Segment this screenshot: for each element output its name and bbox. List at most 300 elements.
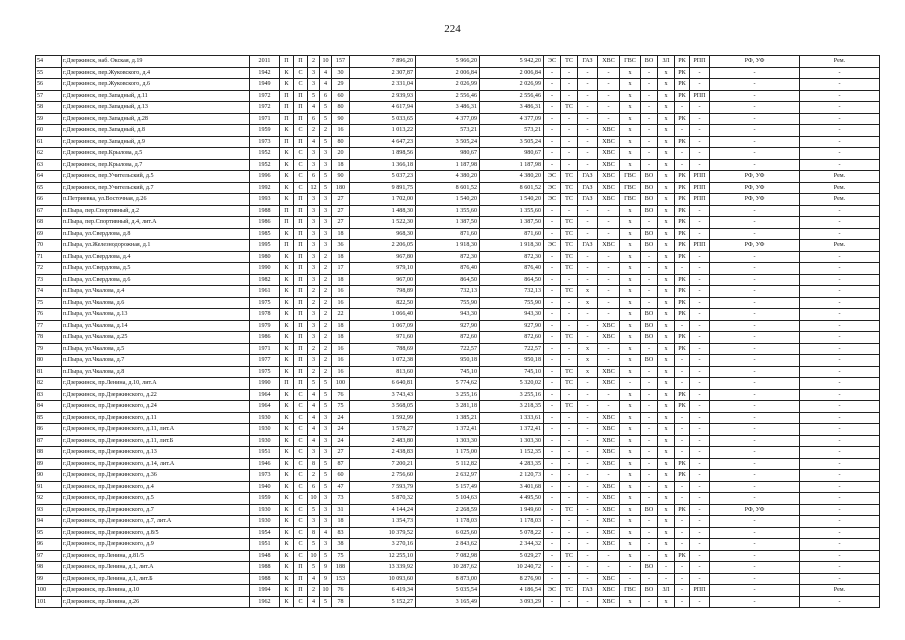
table-cell: 5 — [308, 539, 320, 551]
table-cell: - — [710, 435, 800, 447]
table-cell: Рем. — [800, 182, 880, 194]
table-cell: 2 — [320, 297, 332, 309]
table-cell: 5 — [320, 171, 332, 183]
table-cell: 2 344,32 — [480, 539, 544, 551]
table-cell: - — [641, 493, 658, 505]
table-cell: РК — [675, 343, 690, 355]
table-row — [36, 378, 880, 390]
table-cell: 876,40 — [416, 263, 480, 275]
table-cell: РК — [675, 56, 690, 68]
table-cell: - — [578, 527, 598, 539]
table-cell: 1972 — [250, 102, 280, 114]
table-cell: 871,60 — [480, 228, 544, 240]
table-cell: 1 540,20 — [480, 194, 544, 206]
table-cell: ГАЗ — [578, 240, 598, 252]
table-cell: - — [690, 309, 710, 321]
table-cell: П — [294, 585, 308, 597]
table-row — [36, 481, 880, 493]
table-cell: РК — [675, 458, 690, 470]
table-cell: - — [690, 263, 710, 275]
table-cell: ВО — [641, 182, 658, 194]
table-cell: г.Дзержинск, пр.Дзержинского, д.24 — [62, 401, 250, 413]
table-cell: 2 — [320, 320, 332, 332]
table-cell: 98 — [36, 562, 62, 574]
table-cell: 1964 — [250, 401, 280, 413]
table-cell: 27 — [332, 217, 350, 229]
table-cell: - — [800, 516, 880, 528]
table-cell: - — [800, 79, 880, 91]
table-cell: 2 — [320, 343, 332, 355]
table-cell: - — [641, 412, 658, 424]
table-cell: х — [620, 263, 641, 275]
table-cell: - — [598, 263, 620, 275]
table-cell: 99 — [36, 573, 62, 585]
table-cell: 88 — [36, 447, 62, 459]
table-cell: 2011 — [250, 56, 280, 68]
table-cell: - — [710, 424, 800, 436]
table-cell: 3 568,05 — [350, 401, 416, 413]
table-cell: 67 — [36, 205, 62, 217]
table-cell: ЗЛ — [658, 56, 675, 68]
table-cell: ВО — [641, 355, 658, 367]
table-cell: - — [561, 159, 578, 171]
table-cell: 8 873,00 — [416, 573, 480, 585]
table-cell: 3 — [320, 539, 332, 551]
table-cell: - — [690, 562, 710, 574]
table-cell: П — [294, 366, 308, 378]
table-cell: - — [561, 148, 578, 160]
table-cell: 60 — [332, 470, 350, 482]
table-cell: 16 — [332, 366, 350, 378]
table-cell: х — [658, 217, 675, 229]
table-cell: 5 — [320, 102, 332, 114]
table-cell: ВО — [641, 240, 658, 252]
table-cell: 5 — [320, 182, 332, 194]
table-cell: ВО — [641, 504, 658, 516]
table-cell: ХВС — [598, 573, 620, 585]
table-cell: 6 640,81 — [350, 378, 416, 390]
table-cell: - — [690, 527, 710, 539]
table-cell: ЭС — [544, 56, 561, 68]
table-cell: РК — [675, 90, 690, 102]
table-cell: - — [710, 458, 800, 470]
table-row — [36, 182, 880, 194]
table-cell: - — [561, 435, 578, 447]
table-cell: ТС — [561, 240, 578, 252]
table-cell: 100 — [36, 585, 62, 597]
table-cell: ТС — [561, 228, 578, 240]
table-cell: ХВС — [598, 171, 620, 183]
table-cell: ХВС — [598, 424, 620, 436]
table-cell: г.Дзержинск, пер.Учительский, д.7 — [62, 182, 250, 194]
table-cell: 979,10 — [350, 263, 416, 275]
table-cell: 4 617,94 — [350, 102, 416, 114]
table-cell: - — [544, 412, 561, 424]
table-cell: 1961 — [250, 286, 280, 298]
table-cell: ТС — [561, 263, 578, 275]
table-cell: 1988 — [250, 573, 280, 585]
table-cell: 968,30 — [350, 228, 416, 240]
table-cell: - — [690, 136, 710, 148]
table-cell: - — [675, 435, 690, 447]
table-cell: 3 — [308, 309, 320, 321]
table-row — [36, 125, 880, 137]
table-cell: 813,60 — [350, 366, 416, 378]
table-cell: ВО — [641, 309, 658, 321]
table-cell: - — [544, 125, 561, 137]
table-cell: 1977 — [250, 355, 280, 367]
table-cell: 101 — [36, 596, 62, 608]
table-cell: 95 — [36, 527, 62, 539]
table-cell: - — [710, 378, 800, 390]
table-cell: 5 — [320, 458, 332, 470]
table-cell: 1973 — [250, 470, 280, 482]
table-cell: - — [544, 136, 561, 148]
table-cell: 2 556,46 — [480, 90, 544, 102]
table-cell: 2 632,97 — [416, 470, 480, 482]
table-cell: г.Дзержинск, пер.Крылова, д.5 — [62, 148, 250, 160]
table-cell: х — [620, 90, 641, 102]
table-cell: 3 401,68 — [480, 481, 544, 493]
table-cell: 3 — [308, 79, 320, 91]
table-cell: х — [620, 286, 641, 298]
table-cell: - — [710, 401, 800, 413]
table-cell: К — [280, 320, 294, 332]
table-cell: г.Дзержинск, пр.Ленина, д.81/5 — [62, 550, 250, 562]
table-cell: - — [800, 217, 880, 229]
table-cell: ВО — [641, 562, 658, 574]
table-cell: - — [578, 205, 598, 217]
table-cell: 91 — [36, 481, 62, 493]
table-cell: 3 281,18 — [416, 401, 480, 413]
table-cell: 188 — [332, 562, 350, 574]
table-cell: х — [658, 251, 675, 263]
table-cell: х — [658, 355, 675, 367]
table-cell: ТС — [561, 194, 578, 206]
table-cell: - — [641, 539, 658, 551]
table-row — [36, 596, 880, 608]
table-cell: 1992 — [250, 182, 280, 194]
table-cell: х — [658, 481, 675, 493]
table-cell: С — [294, 79, 308, 91]
table-cell: - — [800, 447, 880, 459]
table-cell: - — [641, 102, 658, 114]
table-cell: - — [561, 389, 578, 401]
table-cell: К — [280, 343, 294, 355]
table-cell: - — [675, 596, 690, 608]
table-cell: п.Пыра, ул.Свердлова, д.8 — [62, 228, 250, 240]
table-cell: - — [544, 79, 561, 91]
table-cell: - — [561, 113, 578, 125]
table-cell: К — [280, 504, 294, 516]
table-cell: - — [710, 205, 800, 217]
table-cell: - — [800, 458, 880, 470]
table-cell: х — [658, 320, 675, 332]
table-cell: П — [294, 378, 308, 390]
table-cell: 4 — [308, 596, 320, 608]
table-cell: - — [641, 148, 658, 160]
table-cell: - — [690, 596, 710, 608]
table-cell: 1975 — [250, 366, 280, 378]
table-cell: г.Дзержинск, пр.Дзержинского, д.14, лит.А — [62, 458, 250, 470]
table-cell: х — [620, 251, 641, 263]
table-cell: х — [620, 401, 641, 413]
table-cell: - — [641, 516, 658, 528]
table-cell: 3 — [308, 159, 320, 171]
table-cell: - — [641, 159, 658, 171]
table-cell: х — [658, 435, 675, 447]
table-cell: 8 601,52 — [416, 182, 480, 194]
table-cell: - — [544, 286, 561, 298]
table-cell: С — [294, 401, 308, 413]
table-cell: - — [578, 159, 598, 171]
table-cell: - — [710, 366, 800, 378]
table-cell: - — [690, 205, 710, 217]
table-cell: ХВС — [598, 159, 620, 171]
table-cell: г.Дзержинск, пр.Дзержинского, д.36 — [62, 470, 250, 482]
table-cell: - — [544, 435, 561, 447]
table-cell: 2 206,05 — [350, 240, 416, 252]
table-cell: ВО — [641, 205, 658, 217]
table-cell: 1985 — [250, 228, 280, 240]
table-cell: х — [620, 516, 641, 528]
table-cell: П — [294, 343, 308, 355]
table-cell: - — [658, 562, 675, 574]
table-cell: - — [578, 332, 598, 344]
table-cell: 5 033,65 — [350, 113, 416, 125]
table-cell: 1 355,60 — [416, 205, 480, 217]
table-cell: К — [280, 309, 294, 321]
table-cell: х — [620, 343, 641, 355]
table-cell: - — [578, 401, 598, 413]
table-cell: 2 — [320, 125, 332, 137]
table-row — [36, 309, 880, 321]
table-cell: 4 — [308, 102, 320, 114]
table-cell: х — [578, 297, 598, 309]
table-cell: 2 006,84 — [480, 67, 544, 79]
table-row — [36, 320, 880, 332]
table-cell: - — [544, 573, 561, 585]
table-cell: - — [598, 113, 620, 125]
table-cell: П — [280, 217, 294, 229]
table-cell: П — [294, 90, 308, 102]
table-row — [36, 516, 880, 528]
table-cell: 1 385,21 — [416, 412, 480, 424]
table-cell: - — [598, 67, 620, 79]
table-cell: РК — [675, 274, 690, 286]
table-cell: К — [280, 516, 294, 528]
table-cell: - — [800, 550, 880, 562]
table-cell: ГВС — [620, 56, 641, 68]
table-cell: ВО — [641, 171, 658, 183]
table-cell: х — [658, 102, 675, 114]
table-cell: г.Дзержинск, пер.Крылова, д.7 — [62, 159, 250, 171]
table-cell: - — [800, 159, 880, 171]
table-cell: 54 — [36, 56, 62, 68]
table-cell: 943,30 — [480, 309, 544, 321]
table-row — [36, 343, 880, 355]
table-cell: 3 255,16 — [416, 389, 480, 401]
table-cell: 22 — [332, 309, 350, 321]
table-cell: - — [544, 550, 561, 562]
table-cell: 55 — [36, 67, 62, 79]
table-cell: х — [620, 320, 641, 332]
table-cell: - — [800, 378, 880, 390]
table-cell: 1 918,30 — [416, 240, 480, 252]
table-row — [36, 573, 880, 585]
table-cell: РФ, УФ — [710, 504, 800, 516]
table-cell: 97 — [36, 550, 62, 562]
table-cell: х — [658, 470, 675, 482]
table-cell: 6 025,60 — [416, 527, 480, 539]
table-cell: 2 331,04 — [350, 79, 416, 91]
table-cell: - — [598, 217, 620, 229]
table-cell: - — [641, 573, 658, 585]
table-cell: - — [800, 102, 880, 114]
table-cell: 1 178,03 — [416, 516, 480, 528]
table-cell: 1980 — [250, 251, 280, 263]
table-cell: 1990 — [250, 378, 280, 390]
table-cell: 4 — [320, 67, 332, 79]
table-cell: 1930 — [250, 504, 280, 516]
table-cell: 17 — [332, 263, 350, 275]
table-cell: 3 — [308, 251, 320, 263]
table-cell: х — [620, 504, 641, 516]
table-cell: - — [641, 401, 658, 413]
table-cell: г.Дзержинск, пр.Дзержинского, д.9 — [62, 539, 250, 551]
table-cell: К — [280, 125, 294, 137]
table-cell: 18 — [332, 516, 350, 528]
table-cell: П — [294, 355, 308, 367]
table-cell: С — [294, 516, 308, 528]
table-cell: х — [658, 493, 675, 505]
table-cell: 59 — [36, 113, 62, 125]
table-cell: г.Дзержинск, пр.Ленина, д.1, лит.А — [62, 562, 250, 574]
table-cell: 3 505,24 — [480, 136, 544, 148]
table-cell: 1 303,30 — [416, 435, 480, 447]
table-cell: 60 — [332, 90, 350, 102]
table-cell: - — [710, 343, 800, 355]
table-cell: 5 112,82 — [416, 458, 480, 470]
table-cell: 3 — [320, 148, 332, 160]
table-cell: 755,90 — [480, 297, 544, 309]
table-cell: 2 — [308, 343, 320, 355]
table-cell: - — [690, 378, 710, 390]
table-cell: РПП — [690, 240, 710, 252]
table-cell: х — [620, 297, 641, 309]
table-cell: - — [800, 332, 880, 344]
table-cell: ГВС — [620, 182, 641, 194]
table-cell: 5 320,02 — [480, 378, 544, 390]
table-cell: 3 — [308, 240, 320, 252]
table-cell: ХВС — [598, 516, 620, 528]
table-cell: ТС — [561, 286, 578, 298]
table-cell: РК — [675, 194, 690, 206]
table-cell: 71 — [36, 251, 62, 263]
table-cell: - — [800, 263, 880, 275]
table-cell: РК — [675, 309, 690, 321]
table-cell: г.Дзержинск, пр.Ленина, д.1, лит.Б — [62, 573, 250, 585]
table-cell: г.Дзержинск, наб. Окская, д.19 — [62, 56, 250, 68]
table-cell: ГАЗ — [578, 182, 598, 194]
table-cell: - — [641, 67, 658, 79]
table-cell: - — [544, 274, 561, 286]
table-row — [36, 435, 880, 447]
table-cell: - — [641, 274, 658, 286]
table-cell: - — [544, 366, 561, 378]
table-cell: ГВС — [620, 171, 641, 183]
table-cell: С — [294, 435, 308, 447]
table-cell: РК — [675, 297, 690, 309]
table-cell: П — [294, 205, 308, 217]
table-cell: 1942 — [250, 67, 280, 79]
table-cell: 1930 — [250, 516, 280, 528]
table-cell: С — [294, 148, 308, 160]
table-cell: х — [620, 148, 641, 160]
table-cell: ХВС — [598, 596, 620, 608]
table-cell: х — [620, 412, 641, 424]
table-cell: 4 186,54 — [480, 585, 544, 597]
table-cell: 3 — [320, 205, 332, 217]
table-cell: - — [800, 228, 880, 240]
table-cell: ТС — [561, 56, 578, 68]
table-cell: 2 — [320, 274, 332, 286]
table-cell: - — [578, 274, 598, 286]
table-cell: - — [710, 297, 800, 309]
table-cell: 980,67 — [480, 148, 544, 160]
table-cell: К — [280, 148, 294, 160]
table-cell: - — [690, 366, 710, 378]
table-cell: - — [675, 424, 690, 436]
table-cell: ХВС — [598, 182, 620, 194]
table-cell: - — [675, 320, 690, 332]
table-cell: - — [598, 343, 620, 355]
table-cell: 83 — [332, 527, 350, 539]
table-cell: 1 175,00 — [416, 447, 480, 459]
table-cell: - — [690, 159, 710, 171]
table-cell: - — [690, 573, 710, 585]
table-cell: ВО — [641, 194, 658, 206]
table-cell: 5 — [308, 90, 320, 102]
table-cell: 5 — [320, 136, 332, 148]
table-cell: - — [675, 493, 690, 505]
table-cell: 3 — [308, 355, 320, 367]
table-cell: П — [294, 332, 308, 344]
table-cell: - — [710, 274, 800, 286]
table-cell: г.Дзержинск, пер.Западный, д.11 — [62, 90, 250, 102]
table-cell: 1948 — [250, 550, 280, 562]
table-cell: - — [598, 550, 620, 562]
table-cell: 788,69 — [350, 343, 416, 355]
table-cell: 5 037,23 — [350, 171, 416, 183]
table-cell: - — [675, 355, 690, 367]
table-cell: - — [598, 102, 620, 114]
table-cell: 5 870,32 — [350, 493, 416, 505]
table-cell: 5 — [320, 113, 332, 125]
table-cell: С — [294, 550, 308, 562]
table-cell: РК — [675, 550, 690, 562]
table-cell: 90 — [332, 113, 350, 125]
table-row — [36, 79, 880, 91]
table-cell: - — [578, 493, 598, 505]
table-cell: 18 — [332, 228, 350, 240]
table-cell: - — [578, 113, 598, 125]
page-number: 224 — [444, 23, 461, 35]
table-cell: 1959 — [250, 125, 280, 137]
table-row — [36, 90, 880, 102]
table-cell: - — [800, 125, 880, 137]
table-cell: 80 — [332, 136, 350, 148]
